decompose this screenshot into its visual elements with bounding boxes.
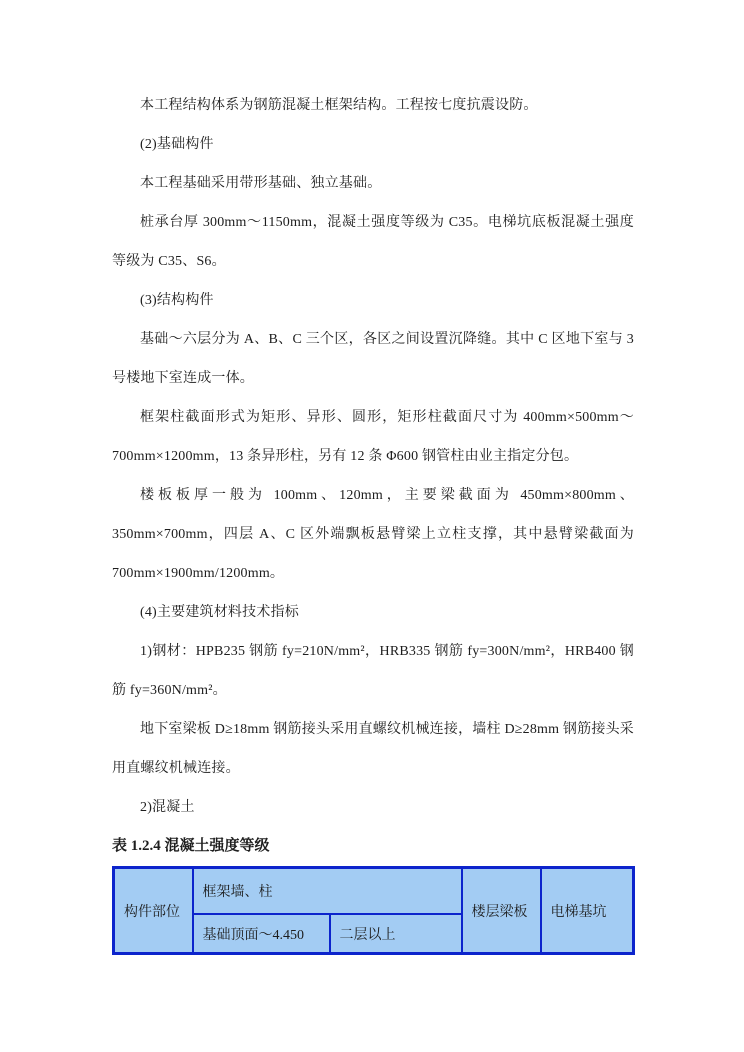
cell-foundation-top: 基础顶面～4.450	[193, 914, 330, 954]
paragraph-pile-cap: 桩承台厚 300mm～1150mm，混凝土强度等级为 C35。电梯坑底板混凝土强度等级为 C35、S6。	[112, 215, 634, 269]
paragraph-zones: 基础～六层分为 A、B、C 三个区，各区之间设置沉降缝。其中 C 区地下室与 3 号楼地下室连成一体。	[112, 332, 634, 386]
paragraph-structure-system: 本工程结构体系为钢筋混凝土框架结构。工程按七度抗震设防。	[140, 98, 538, 113]
cell-frame-wall-column: 框架墙、柱	[193, 868, 462, 915]
paragraph-heading-concrete: 2)混凝土	[140, 800, 195, 815]
paragraph-foundation-types: 本工程基础采用带形基础、独立基础。	[140, 176, 382, 191]
table-caption: 表 1.2.4 混凝土强度等级	[112, 838, 270, 854]
concrete-strength-table	[112, 866, 635, 955]
cell-second-floor-up: 二层以上	[330, 914, 462, 954]
paragraph-rebar-connections: 地下室梁板 D≥18mm 钢筋接头采用直螺纹机械连接，墙柱 D≥28mm 钢筋接头采用直螺纹机械连接。	[112, 722, 634, 776]
paragraph-heading-foundation-components: (2)基础构件	[140, 137, 214, 152]
paragraph-frame-columns: 框架柱截面形式为矩形、异形、圆形，矩形柱截面尺寸为 400mm×500mm～700mm×1200mm，13 条异形柱，另有 12 条 Φ600 钢管柱由业主指定分包。	[112, 410, 634, 464]
paragraph-heading-material-indicators: (4)主要建筑材料技术指标	[140, 605, 299, 620]
cell-floor-beam-slab: 楼层梁板	[462, 868, 541, 954]
paragraph-steel: 1)钢材：HPB235 钢筋 fy=210N/mm²，HRB335 钢筋 fy=300N/mm²，HRB400 钢筋 fy=360N/mm²。	[112, 644, 634, 698]
paragraph-heading-structural-components: (3)结构构件	[140, 293, 214, 308]
paragraph-floor-slabs: 楼板板厚一般为 100mm、120mm，主要梁截面为 450mm×800mm、350mm×700mm，四层 A、C 区外端飘板悬臂梁上立柱支撑，其中悬臂梁截面为 700mm×1900mm/1200mm。	[112, 488, 634, 581]
text-body	[112, 86, 634, 827]
cell-component-part: 构件部位	[114, 868, 193, 954]
cell-elevator-pit: 电梯基坑	[541, 868, 634, 954]
